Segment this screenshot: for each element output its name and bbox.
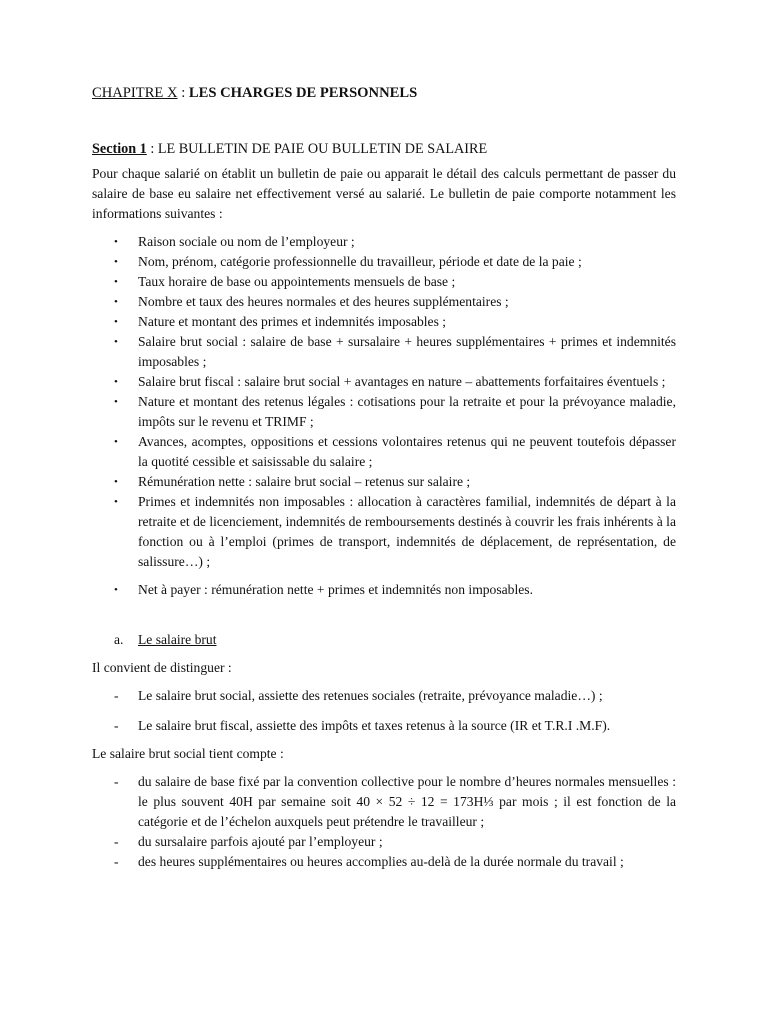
social-salary-list <box>92 772 676 872</box>
bullet-icon: • <box>114 476 118 488</box>
list-item-text: Avances, acomptes, oppositions et cessions volontaires retenus qui ne peuvent toutefois dépasser la quotité cessible et saisissable du salaire ; <box>138 434 676 469</box>
list-item-text: Nature et montant des primes et indemnités imposables ; <box>138 314 447 329</box>
dash-icon: - <box>114 718 119 733</box>
dash-icon: - <box>114 834 119 849</box>
distinguish-list <box>92 686 676 736</box>
list-item <box>92 372 676 392</box>
list-item-text: Primes et indemnités non imposables : allocation à caractères familial, indemnités de départ à la retraite et de licenciement, indemnités de remboursements destinés à couvrir les frais inhérents à la fonction ou à l’emploi (primes de transport, indemnités de déplacement, de représentation, de salissure…) ; <box>138 494 676 569</box>
list-item <box>92 832 676 852</box>
bullet-icon: • <box>114 376 118 388</box>
chapter-number: CHAPITRE X <box>92 85 178 101</box>
list-item-text: Le salaire brut social, assiette des retenues sociales (retraite, prévoyance maladie…) ; <box>138 688 603 703</box>
list-item-text: Nom, prénom, catégorie professionnelle du travailleur, période et date de la paie ; <box>138 254 582 269</box>
list-item <box>92 472 676 492</box>
intro-paragraph: Pour chaque salarié on établit un bulletin de paie ou apparait le détail des calculs permettant de passer du salaire de base eu salaire net effectivement versé au salarié. Le bulletin de paie comporte notamment les informations suivantes : <box>92 166 676 221</box>
list-item <box>92 580 676 600</box>
subsection-letter: a. <box>114 632 124 647</box>
list-item-text: Raison sociale ou nom de l’employeur ; <box>138 234 355 249</box>
bullet-icon: • <box>114 296 118 308</box>
subsection-title: Le salaire brut <box>138 632 217 647</box>
bullet-icon: • <box>114 396 118 408</box>
bullet-icon: • <box>114 584 118 596</box>
list-item <box>92 292 676 312</box>
list-item-text: Nombre et taux des heures normales et des heures supplémentaires ; <box>138 294 509 309</box>
list-item-text: Net à payer : rémunération nette + primes et indemnités non imposables. <box>138 582 533 597</box>
list-item-text: Salaire brut social : salaire de base + sursalaire + heures supplémentaires + primes et indemnités imposables ; <box>138 334 676 369</box>
list-item <box>92 312 676 332</box>
list-item <box>92 772 676 832</box>
list-item <box>92 272 676 292</box>
bullet-icon: • <box>114 316 118 328</box>
chapter-title <box>92 82 676 104</box>
list-item-text: du sursalaire parfois ajouté par l’employeur ; <box>138 834 383 849</box>
list-item-text: des heures supplémentaires ou heures accomplies au-delà de la durée normale du travail ; <box>138 854 624 869</box>
list-item-text: Le salaire brut fiscal, assiette des impôts et taxes retenus à la source (IR et T.R.I .M.F). <box>138 718 611 733</box>
chapter-heading: LES CHARGES DE PERSONNELS <box>188 85 418 101</box>
list-item <box>92 232 676 252</box>
dash-icon: - <box>114 774 119 789</box>
bulletin-info-list <box>92 232 676 600</box>
list-item <box>92 392 676 432</box>
bullet-icon: • <box>114 496 118 508</box>
list-item-text: Taux horaire de base ou appointements mensuels de base ; <box>138 274 456 289</box>
list-item <box>92 686 676 706</box>
bullet-icon: • <box>114 236 118 248</box>
dash-icon: - <box>114 688 119 703</box>
list-item <box>92 716 676 736</box>
list-item <box>92 492 676 572</box>
section-title: LE BULLETIN DE PAIE OU BULLETIN DE SALAIRE <box>157 141 488 157</box>
dash-icon: - <box>114 854 119 869</box>
list-item <box>92 332 676 372</box>
list-item <box>92 432 676 472</box>
document-page <box>92 82 676 872</box>
list-item-text: du salaire de base fixé par la convention collective pour le nombre d’heures normales mensuelles : le plus souvent 40H par semaine soit 40 × 52 ÷ 12 = 173H⅓ par mois ; il est fonction de la catégorie et de l’échelon auxquels peut prétendre le travailleur ; <box>138 774 676 829</box>
section-label: Section 1 <box>92 141 147 157</box>
social-paragraph: Le salaire brut social tient compte : <box>92 746 284 761</box>
list-item-text: Rémunération nette : salaire brut social – retenus sur salaire ; <box>138 474 471 489</box>
distinguish-paragraph: Il convient de distinguer : <box>92 660 232 675</box>
list-item-text: Salaire brut fiscal : salaire brut social + avantages en nature – abattements forfaitaires éventuels ; <box>138 374 666 389</box>
section-heading <box>92 138 676 160</box>
subsection-heading <box>92 630 676 650</box>
list-item <box>92 252 676 272</box>
chapter-separator: : <box>177 85 189 101</box>
bullet-icon: • <box>114 276 118 288</box>
section-separator: : <box>146 141 158 157</box>
bullet-icon: • <box>114 336 118 348</box>
bullet-icon: • <box>114 436 118 448</box>
bullet-icon: • <box>114 256 118 268</box>
list-item-text: Nature et montant des retenus légales : cotisations pour la retraite et pour la prévoyance maladie, impôts sur le revenu et TRIMF ; <box>138 394 676 429</box>
list-item <box>92 852 676 872</box>
